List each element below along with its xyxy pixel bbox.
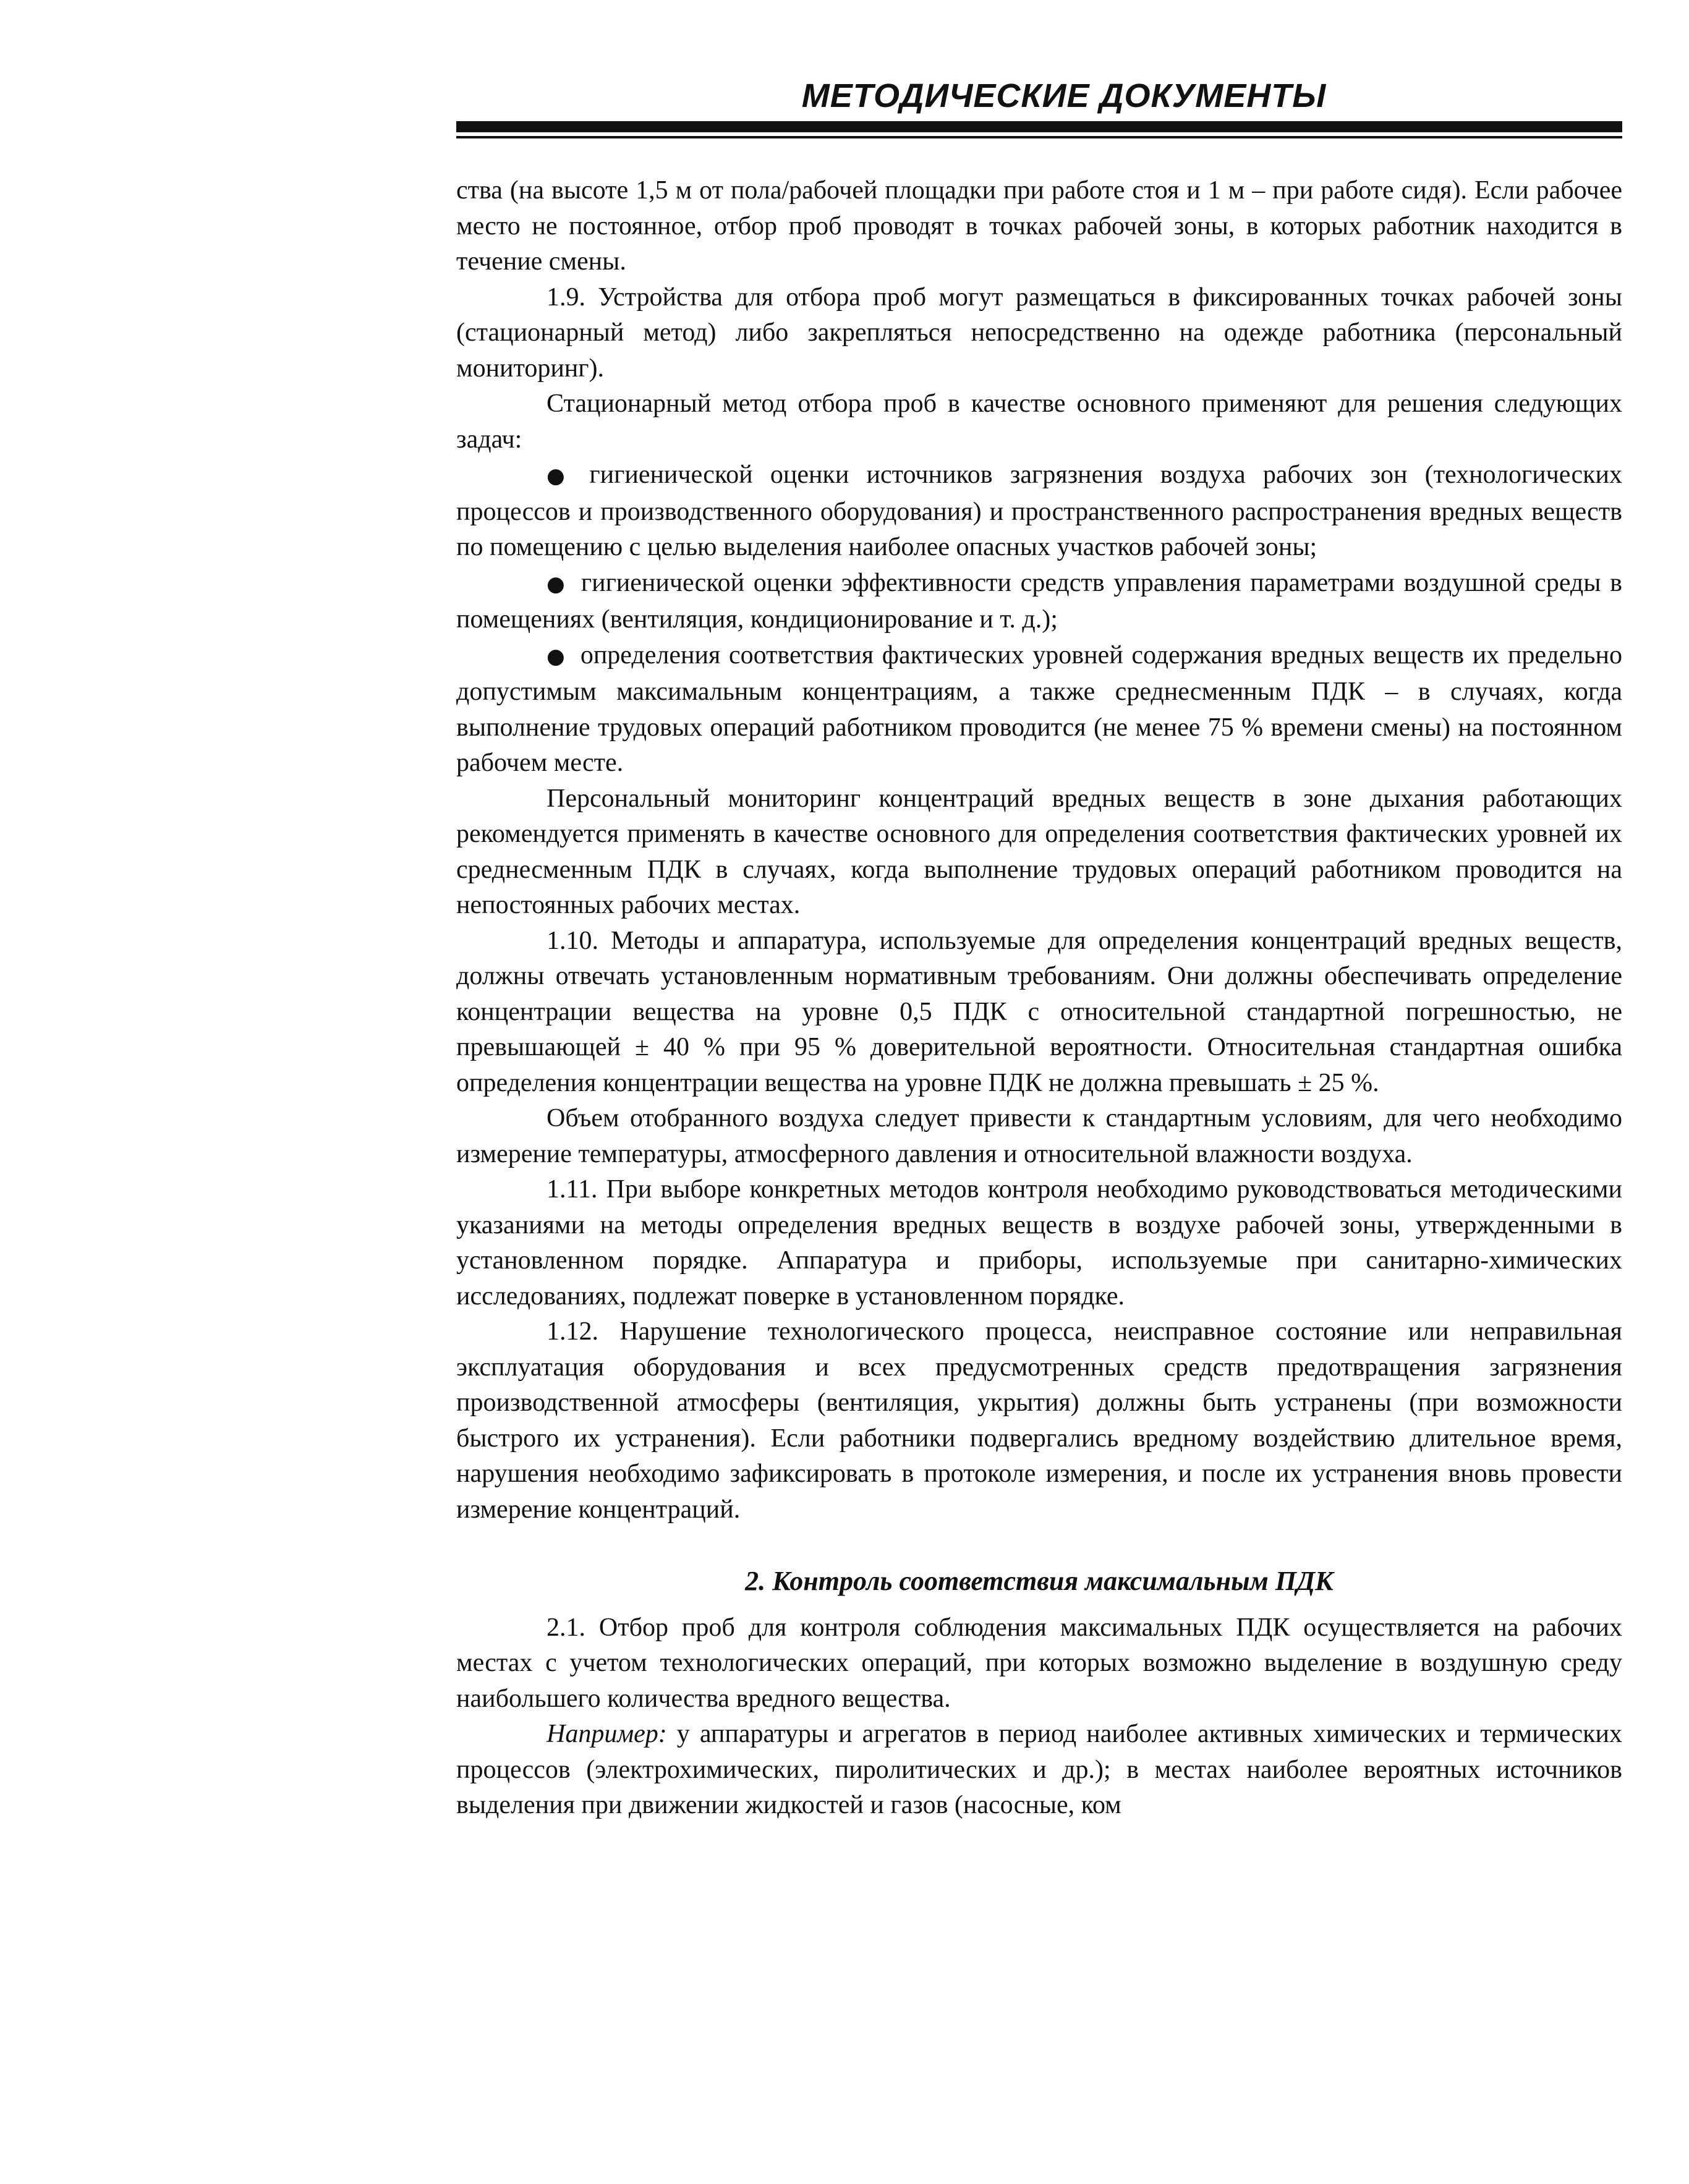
paragraph-stationary-method: Стационарный метод отбора проб в качестве основного применяют для решения следующих задач: (456, 389, 1622, 454)
section-2-heading: 2. Контроль соответствия максимальным ПДК (745, 1566, 1334, 1596)
header-rule-thick (456, 121, 1622, 132)
example-lead: Например: (547, 1720, 667, 1748)
paragraph-1-11: 1.11. При выборе конкретных методов контроля необходимо руководствоваться методическими указаниями на методы определения вредных веществ в воздухе рабочей зоны, утвержденными в установленном порядке. Аппаратура и приборы, используемые при санитарно-химических исследованиях, подлежат поверке в установленном порядке. (456, 1175, 1622, 1311)
bullet-item (456, 638, 1622, 781)
bullet-icon: ● (547, 464, 576, 488)
example-text: у аппаратуры и агрегатов в период наиболее активных химических и термических процессов (электрохимических, пиролитических и др.); в местах наиболее вероятных источников выделения при движении жидкостей и газов (насосные, ком (456, 1720, 1622, 1819)
paragraph-personal-monitoring: Персональный мониторинг концентраций вредных веществ в зоне дыхания работающих рекомендуется применять в качестве основного для определения соответствия фактических уровней их среднесменным ПДК в случаях, когда выполнение трудовых операций работником проводится на непостоянных рабочих местах. (456, 784, 1622, 919)
paragraph-1-9: 1.9. Устройства для отбора проб могут размещаться в фиксированных точках рабочей зоны (стационарный метод) либо закрепляться непосредственно на одежде работника (персональный мониторинг). (456, 283, 1622, 383)
page-header (456, 74, 1622, 138)
bullet-item (456, 457, 1622, 566)
document-body (456, 173, 1622, 1824)
bullet-text: гигиенической оценки источников загрязнения воздуха рабочих зон (технологических процессов и производственного оборудования) и пространственного распространения вредных веществ по помещению с целью выделения наиболее опасных участков рабочей зоны; (456, 461, 1622, 561)
header-title: МЕТОДИЧЕСКИЕ ДОКУМЕНТЫ (801, 77, 1327, 114)
bullet-text: определения соответствия фактических уровней содержания вредных веществ их предельно допустимым максимальным концентрациям, а также среднесменным ПДК – в случаях, когда выполнение трудовых операций работником проводится (не менее 75 % времени смены) на постоянном рабочем месте. (456, 640, 1623, 777)
bullet-icon: ● (547, 644, 567, 669)
paragraph-2-1: 2.1. Отбор проб для контроля соблюдения максимальных ПДК осуществляется на рабочих местах с учетом технологических операций, при которых возможно выделение в воздушную среду наибольшего количества вредного вещества. (456, 1613, 1622, 1713)
paragraph-example (456, 1717, 1622, 1824)
bullet-icon: ● (547, 571, 568, 597)
paragraph-continuation: ства (на высоте 1,5 м от пола/рабочей площадки при работе стоя и 1 м – при работе сидя). Если рабочее место не постоянное, отбор проб проводят в точках рабочей зоны, в которых работник находится в течение смены. (456, 176, 1622, 276)
header-rule-thin (456, 136, 1622, 138)
paragraph-1-10: 1.10. Методы и аппаратура, используемые для определения концентраций вредных веществ, должны отвечать установленным нормативным требованиям. Они должны обеспечивать определение концентрации вещества на уровне 0,5 ПДК с относительной стандартной погрешностью, не превышающей ± 40 % при 95 % доверительной вероятности. Относительная стандартная ошибка определения концентрации вещества на уровне ПДК не должна превышать ± 25 %. (456, 926, 1622, 1097)
paragraph-air-volume: Объем отобранного воздуха следует привести к стандартным условиям, для чего необходимо измерение температуры, атмосферного давления и относительной влажности воздуха. (456, 1104, 1622, 1168)
paragraph-1-12: 1.12. Нарушение технологического процесса, неисправное состояние или неправильная эксплуатация оборудования и всех предусмотренных средств предотвращения загрязнения производственной атмосферы (вентиляция, укрытия) должны быть устранены (при возможности быстрого их устранения). Если работники подвергались вредному воздействию длительное время, нарушения необходимо зафиксировать в протоколе измерения, и после их устранения вновь провести измерение концентраций. (456, 1317, 1622, 1524)
bullet-item (456, 566, 1622, 638)
bullet-text: гигиенической оценки эффективности средств управления параметрами воздушной среды в помещениях (вентиляция, кондиционирование и т. д.); (456, 568, 1623, 634)
